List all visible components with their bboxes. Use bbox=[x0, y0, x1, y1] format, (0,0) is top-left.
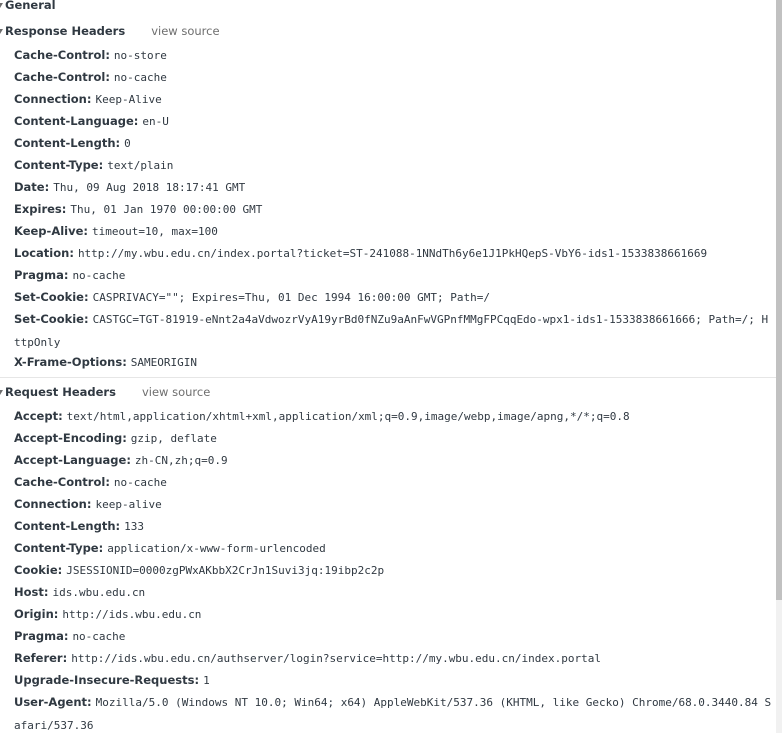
header-name: Accept-Encoding: bbox=[14, 431, 127, 445]
header-value: Thu, 09 Aug 2018 18:17:41 GMT bbox=[53, 181, 246, 194]
response-header-row bbox=[14, 44, 774, 67]
header-value: Keep-Alive bbox=[95, 93, 162, 106]
request-header-row bbox=[14, 449, 774, 472]
header-name: Cache-Control: bbox=[14, 48, 110, 62]
header-value: http://my.wbu.edu.cn/index.portal?ticket=ST-241088-1NNdTh6y6e1J1PkHQepS-VbY6-ids1-1533838661669 bbox=[77, 247, 708, 260]
header-name: Accept-Language: bbox=[14, 453, 131, 467]
response-header-row bbox=[14, 264, 774, 287]
response-header-row bbox=[14, 66, 774, 89]
header-name: Cache-Control: bbox=[14, 70, 110, 84]
header-name: Location: bbox=[14, 246, 74, 260]
header-name: Content-Length: bbox=[14, 136, 121, 150]
header-name: Content-Type: bbox=[14, 158, 104, 172]
general-title: General bbox=[5, 0, 56, 12]
request-header-row bbox=[14, 603, 774, 626]
header-name: Content-Length: bbox=[14, 519, 121, 533]
header-name: Date: bbox=[14, 180, 50, 194]
expand-triangle-icon[interactable] bbox=[0, 3, 3, 8]
header-name: Accept: bbox=[14, 409, 63, 423]
expand-triangle-icon[interactable] bbox=[0, 29, 3, 34]
request-header-row bbox=[14, 427, 774, 450]
request-header-row bbox=[14, 625, 774, 648]
response-header-row bbox=[14, 198, 774, 221]
request-header-row bbox=[14, 515, 774, 538]
header-value: no-cache bbox=[113, 476, 167, 489]
header-value: gzip, deflate bbox=[130, 432, 217, 445]
header-name: Set-Cookie: bbox=[14, 290, 89, 304]
header-name: Pragma: bbox=[14, 629, 69, 643]
request-header-row bbox=[14, 471, 774, 494]
header-value: application/x-www-form-urlencoded bbox=[107, 542, 326, 555]
general-section-header[interactable] bbox=[0, 0, 56, 15]
header-value: Thu, 01 Jan 1970 00:00:00 GMT bbox=[70, 203, 263, 216]
request-header-row bbox=[14, 581, 774, 604]
response-headers-title: Response Headers bbox=[5, 24, 126, 38]
response-header-row bbox=[14, 110, 774, 133]
request-view-source-link[interactable]: view source bbox=[141, 385, 211, 399]
header-name: Content-Type: bbox=[14, 541, 104, 555]
request-header-row bbox=[14, 493, 774, 516]
header-value: CASPRIVACY=""; Expires=Thu, 01 Dec 1994 16:00:00 GMT; Path=/ bbox=[92, 291, 490, 304]
header-value: CASTGC=TGT-81919-eNnt2a4aVdwozrVyA19yrBd0fNZu9aAnFwVGPnfMMgFPCqqEdo-wpx1-ids1-1533838661666; Path=/; HttpOnly bbox=[14, 313, 769, 349]
header-name: User-Agent: bbox=[14, 695, 92, 709]
header-value: no-cache bbox=[113, 71, 167, 84]
request-headers-section-header[interactable] bbox=[0, 382, 210, 402]
response-header-row bbox=[14, 351, 774, 374]
response-header-row bbox=[14, 220, 774, 243]
header-value: 1 bbox=[203, 674, 210, 687]
expand-triangle-icon[interactable] bbox=[0, 390, 3, 395]
response-header-row bbox=[14, 176, 774, 199]
response-view-source-link[interactable]: view source bbox=[151, 24, 220, 38]
header-value: text/plain bbox=[107, 159, 174, 172]
header-name: Expires: bbox=[14, 202, 67, 216]
header-value: ids.wbu.edu.cn bbox=[52, 586, 146, 599]
response-header-row bbox=[14, 308, 774, 354]
request-header-row bbox=[14, 669, 774, 692]
request-header-row bbox=[14, 647, 774, 670]
header-value: http://ids.wbu.edu.cn bbox=[62, 608, 202, 621]
header-value: http://ids.wbu.edu.cn/authserver/login?service=http://my.wbu.edu.cn/index.portal bbox=[71, 652, 602, 665]
header-value: Mozilla/5.0 (Windows NT 10.0; Win64; x64) AppleWebKit/537.36 (KHTML, like Gecko) Chrome/68.0.3440.84 Safari/537.36 bbox=[14, 696, 772, 732]
request-header-row bbox=[14, 691, 774, 733]
header-value: en-U bbox=[142, 115, 169, 128]
response-header-row bbox=[14, 132, 774, 155]
response-header-row bbox=[14, 242, 774, 265]
response-headers-section-header[interactable] bbox=[0, 21, 220, 41]
header-name: Connection: bbox=[14, 92, 92, 106]
header-name: Set-Cookie: bbox=[14, 312, 89, 326]
header-value: 0 bbox=[124, 137, 131, 150]
header-value: no-cache bbox=[72, 269, 126, 282]
header-name: Content-Language: bbox=[14, 114, 139, 128]
header-name: Origin: bbox=[14, 607, 59, 621]
header-value: text/html,application/xhtml+xml,application/xml;q=0.9,image/webp,image/apng,*/*;q=0.8 bbox=[66, 410, 630, 423]
header-name: Pragma: bbox=[14, 268, 69, 282]
header-name: Keep-Alive: bbox=[14, 224, 88, 238]
request-header-row bbox=[14, 537, 774, 560]
header-name: Cookie: bbox=[14, 563, 63, 577]
header-name: Upgrade-Insecure-Requests: bbox=[14, 673, 200, 687]
header-name: X-Frame-Options: bbox=[14, 355, 127, 369]
scrollbar-thumb[interactable] bbox=[776, 0, 782, 600]
request-header-row bbox=[14, 405, 774, 428]
response-header-row bbox=[14, 154, 774, 177]
response-header-row bbox=[14, 88, 774, 111]
header-name: Referer: bbox=[14, 651, 68, 665]
header-value: no-cache bbox=[72, 630, 126, 643]
section-divider bbox=[0, 377, 776, 378]
header-value: JSESSIONID=0000zgPWxAKbbX2CrJn1Suvi3jq:19ibp2c2p bbox=[66, 564, 385, 577]
header-value: no-store bbox=[113, 49, 167, 62]
header-value: SAMEORIGIN bbox=[130, 356, 198, 369]
header-name: Host: bbox=[14, 585, 49, 599]
header-name: Cache-Control: bbox=[14, 475, 110, 489]
header-value: timeout=10, max=100 bbox=[92, 225, 218, 238]
request-headers-title: Request Headers bbox=[5, 385, 116, 399]
header-value: keep-alive bbox=[95, 498, 162, 511]
vertical-scrollbar[interactable] bbox=[776, 0, 782, 733]
header-value: 133 bbox=[124, 520, 144, 533]
header-value: zh-CN,zh;q=0.9 bbox=[134, 454, 228, 467]
request-header-row bbox=[14, 559, 774, 582]
header-name: Connection: bbox=[14, 497, 92, 511]
response-header-row bbox=[14, 286, 774, 309]
